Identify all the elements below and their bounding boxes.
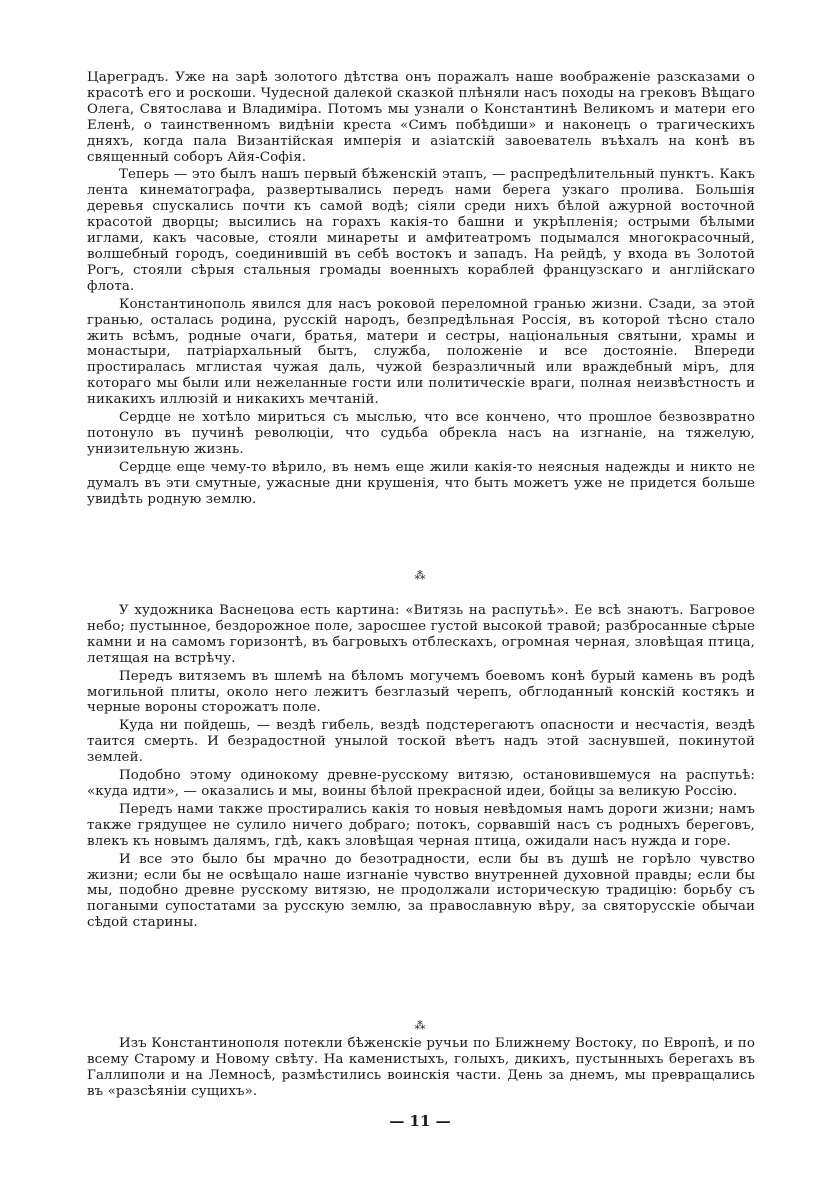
section-separator: ⁂ (414, 569, 426, 582)
paragraph: Константинополь явился для насъ роковой переломной гранью жизни. Сзади, за этой гранью, осталась родина, русскій народъ, безпредѣльная Россія, въ которой тѣсно стало жить всѣмъ, родные очаги, братья, матери и сестры, національныя святыни, храмы и монастыри, патріархальный бытъ, служба, положеніе и все достояніе. Впереди простиралась мглистая чужая даль, чужой безразличный или враждебный міръ, для котораго мы были или нежеланные гости или политическіе враги, полная неизвѣстность и никакихъ иллюзій и никакихъ мечтаній. (87, 296, 755, 408)
paragraph: Теперь — это былъ нашъ первый бѣженскій этапъ, — распредѣлительный пунктъ. Какъ лента кинематографа, развертывались передъ нами берега узкаго пролива. Большія деревья спускались почти къ самой водѣ; сіяли среди нихъ бѣлой ажурной восточной красотой дворцы; высились на горахъ какія-то башни и укрѣпленія; острыми бѣлыми иглами, какъ часовые, стояли минареты и амфитеатромъ подымался многокрасочный, волшебный городъ, соединившій въ себѣ востокъ и западъ. На рейдѣ, у входа въ Золотой Рогъ, стояли сѣрыя стальныя громады военныхъ кораблей французскаго и англійскаго флота. (87, 167, 755, 294)
text-block-2 (87, 603, 755, 933)
paragraph: Сердце еще чему-то вѣрило, въ немъ еще жили какія-то неясныя надежды и никто не думалъ въ эти смутные, ужасные дни крушенія, что быть можетъ уже не придется больше увидѣть родную землю. (87, 459, 755, 507)
paragraph: Сердце не хотѣло мириться съ мыслью, что все кончено, что прошлое безвозвратно потонуло въ пучинѣ революціи, что судьба обрекла насъ на изгнаніе, на тяжелую, унизительную жизнь. (87, 410, 755, 457)
page-number: — 11 — (389, 1112, 451, 1130)
paragraph: Куда ни пойдешь, — вездѣ гибель, вездѣ подстерегаютъ опасности и несчастія, вездѣ таится смерть. И безрадостной унылой тоской вѣетъ надъ этой заснувшей, покинутой землей. (87, 718, 755, 766)
paragraph: У художника Васнецова есть картина: «Витязь на распутьѣ». Ее всѣ знаютъ. Багровое небо; пустынное, бездорожное поле, заросшее густой высокой травой; разбросанные сѣрые камни и на самомъ горизонтѣ, въ багровыхъ отблескахъ, огромная черная, зловѣщая птица, летящая на встрѣчу. (87, 603, 755, 666)
text-block-1 (87, 70, 755, 509)
paragraph: И все это было бы мрачно до безотрадности, если бы въ душѣ не горѣло чувство жизни; если бы не освѣщало наше изгнаніе чувство внутренней духовной правды; если бы мы, подобно древне русскому витязю, не продолжали историческую традицію: борьбу съ погаными супостатами за русскую землю, за православную вѣру, за святорусскіе обычаи сѣдой старины. (87, 851, 755, 931)
paragraph: Цареградъ. Уже на зарѣ золотого дѣтства онъ поражалъ наше воображеніе разсказами о красотѣ его и роскоши. Чудесной далекой сказкой плѣняли насъ походы на грековъ Вѣщаго Олега, Святослава и Владиміра. Потомъ мы узнали о Константинѣ Великомъ и матери его Еленѣ, о таинственномъ видѣніи креста «Симъ побѣдиши» и наконецъ о трагическихъ дняхъ, когда пала Византійская имперія и азіатскій завоеватель въѣхалъ на конѣ въ священный соборъ Айя-Софія. (87, 70, 755, 165)
paragraph: Передъ витяземъ въ шлемѣ на бѣломъ могучемъ боевомъ конѣ бурый камень въ родѣ могильной плиты, около него лежитъ безглазый черепъ, обглоданный конскій костякъ и черные вороны сторожатъ поле. (87, 668, 755, 716)
paragraph: Изъ Константинополя потекли бѣженскіе ручьи по Ближнему Востоку, по Европѣ, и по всему Старому и Новому свѣту. На каменистыхъ, голыхъ, дикихъ, пустынныхъ берегахъ въ Галлиполи и на Лемносѣ, размѣстились воинскія части. День за днемъ, мы превращались въ «разсѣяніи сущихъ». (87, 1036, 755, 1099)
paragraph: Подобно этому одинокому древне-русскому витязю, остановившемуся на распутьѣ: «куда идти», — оказались и мы, воины бѣлой прекрасной идеи, бойцы за великую Россію. (87, 768, 755, 799)
section-separator: ⁂ (414, 1019, 426, 1032)
text-block-3 (87, 1036, 755, 1102)
paragraph: Передъ нами также простирались какія то новыя невѣдомыя намъ дороги жизни; намъ также грядущее не сулило ничего добраго; потокъ, сорвавшій насъ съ родныхъ береговъ, влекъ къ новымъ далямъ, гдѣ, какъ зловѣщая черная птица, ожидали насъ нужда и горе. (87, 801, 755, 849)
